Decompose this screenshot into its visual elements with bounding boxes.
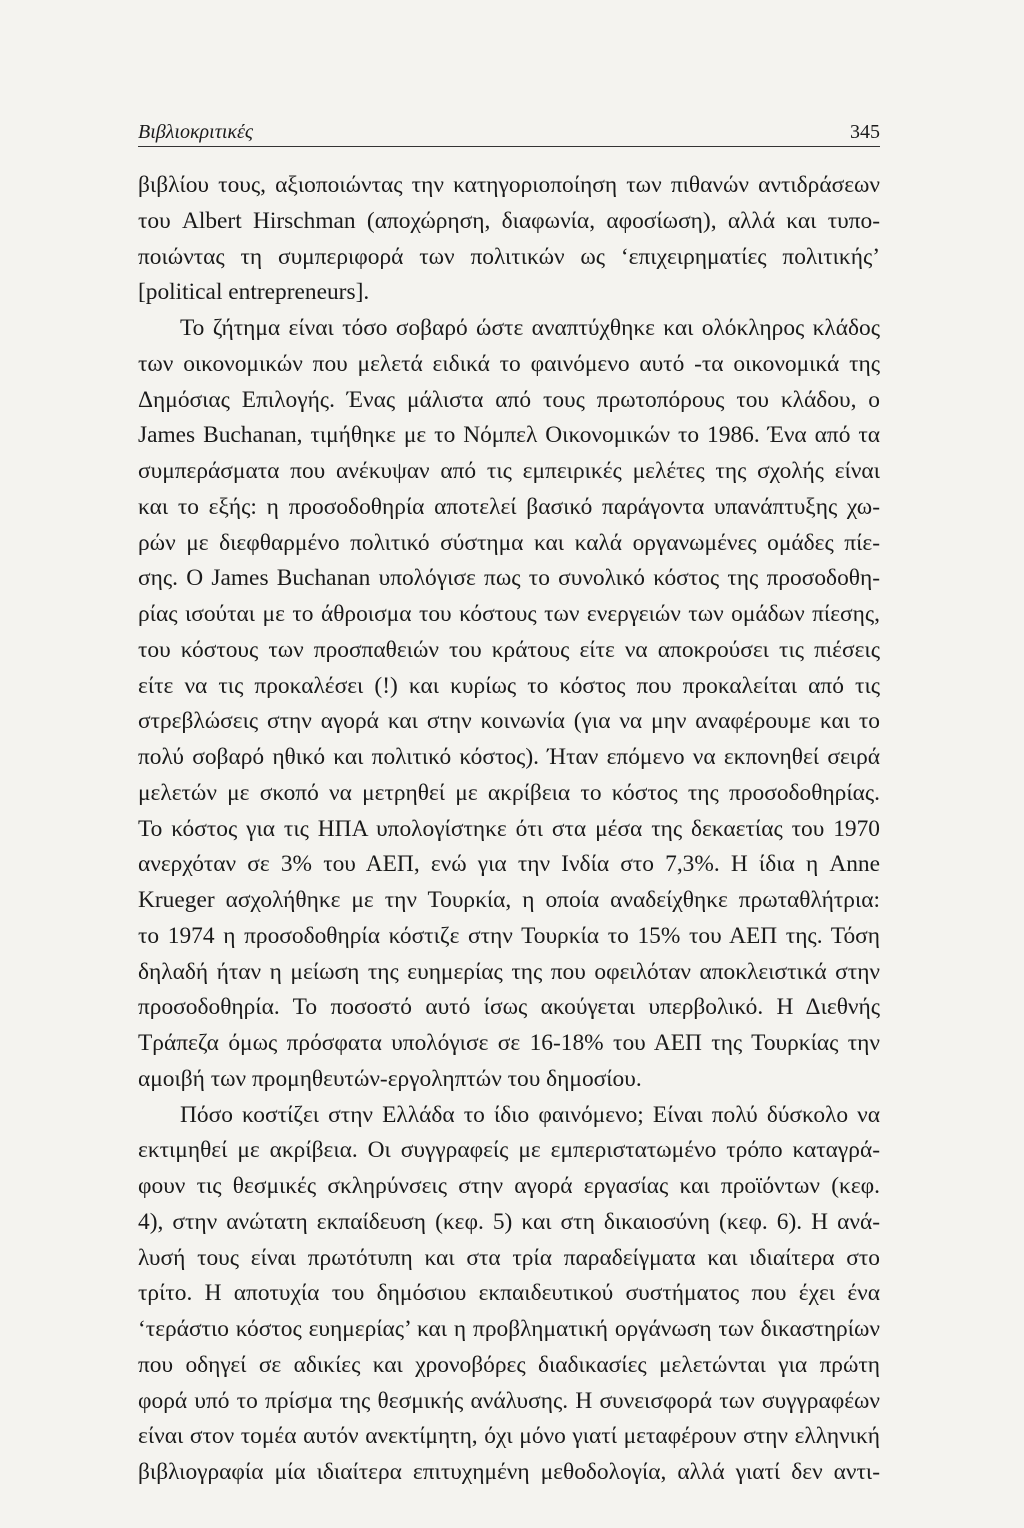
text-line: ποιώντας τη συμπεριφορά των πολιτικών ως ‘επιχειρηματίες πολιτικής’ bbox=[138, 243, 880, 270]
text-line: είναι στον τομέα αυτόν ανεκτίμητη, όχι μόνο γιατί μεταφέρουν στην ελληνική bbox=[138, 1423, 880, 1450]
body-text bbox=[138, 168, 880, 1491]
text-line: συμπεράσματα που ανέκυψαν από τις εμπειρικές μελέτες της σχολής είναι bbox=[138, 458, 880, 484]
text-line: το 1974 η προσοδοθηρία κόστιζε στην Τουρκία το 15% του ΑΕΠ της. Τόση bbox=[138, 922, 880, 949]
text-line: προσοδοθηρία. Το ποσοστό αυτό ίσως ακούγεται υπερβολικό. Η Διεθνής bbox=[138, 994, 880, 1021]
paragraph bbox=[138, 311, 880, 1098]
text-line: Δημόσιας Επιλογής. Ένας μάλιστα από τους πρωτοπόρους του κλάδου, ο bbox=[138, 386, 880, 413]
text-line: ρών με διεφθαρμένο πολιτικό σύστημα και καλά οργανωμένες ομάδες πίε- bbox=[138, 529, 880, 556]
text-line: βιβλιογραφία μία ιδιαίτερα επιτυχημένη μεθοδολογία, αλλά γιατί δεν αντι- bbox=[138, 1459, 880, 1485]
text-line: μελετών με σκοπό να μετρηθεί με ακρίβεια το κόστος της προσοδοθηρίας. bbox=[138, 779, 880, 806]
paragraph bbox=[138, 1098, 880, 1491]
text-line: φουν τις θεσμικές σκληρύνσεις στην αγορά εργασίας και προϊόντων (κεφ. bbox=[138, 1173, 880, 1199]
text-line: του Albert Hirschman (αποχώρηση, διαφωνία, αφοσίωση), αλλά και τυπο- bbox=[138, 207, 880, 234]
text-line: στρεβλώσεις στην αγορά και στην κοινωνία (για να μην αναφέρουμε και το bbox=[138, 708, 880, 735]
text-line: αμοιβή των προμηθευτών-εργοληπτών του δημοσίου. bbox=[138, 1065, 642, 1092]
text-line: ανερχόταν σε 3% του ΑΕΠ, ενώ για την Ινδία στο 7,3%. Η ίδια η Anne bbox=[138, 851, 880, 878]
text-line: φορά υπό το πρίσμα της θεσμικής ανάλυσης. Η συνεισφορά των συγγραφέων bbox=[138, 1387, 880, 1414]
text-line: τρίτο. Η αποτυχία του δημόσιου εκπαιδευτικού συστήματος που έχει ένα bbox=[138, 1280, 880, 1307]
text-line: που οδηγεί σε αδικίες και χρονοβόρες διαδικασίες μελετώνται για πρώτη bbox=[138, 1351, 880, 1378]
running-head bbox=[138, 119, 880, 147]
text-line: λυσή τους είναι πρωτότυπη και στα τρία παραδείγματα και ιδιαίτερα στο bbox=[138, 1244, 880, 1271]
text-line: James Buchanan, τιμήθηκε με το Νόμπελ Οικονομικών το 1986. Ένα από τα bbox=[138, 422, 880, 449]
text-line: ρίας ισούται με το άθροισμα του κόστους των ενεργειών των ομάδων πίεσης, bbox=[138, 601, 880, 627]
text-line: Πόσο κοστίζει στην Ελλάδα το ίδιο φαινόμενο; Είναι πολύ δύσκολο να bbox=[180, 1101, 880, 1128]
text-line: βιβλίου τους, αξιοποιώντας την κατηγοριοποίηση των πιθανών αντιδράσεων bbox=[138, 172, 880, 198]
section-title: Βιβλιοκριτικές bbox=[138, 121, 254, 143]
text-line: του κόστους των προσπαθειών του κράτους είτε να αποκρούσει τις πιέσεις bbox=[138, 636, 880, 663]
text-line: Τράπεζα όμως πρόσφατα υπολόγισε σε 16-18% του ΑΕΠ της Τουρκίας την bbox=[138, 1030, 880, 1056]
page-number: 345 bbox=[850, 121, 880, 143]
text-line: σης. Ο James Buchanan υπολόγισε πως το συνολικό κόστος της προσοδοθη- bbox=[138, 565, 880, 592]
text-line: και το εξής: η προσοδοθηρία αποτελεί βασικό παράγοντα υπανάπτυξης χω- bbox=[138, 493, 880, 520]
text-line: είτε να τις προκαλέσει (!) και κυρίως το κόστος που προκαλείται από τις bbox=[138, 672, 880, 699]
text-line: Krueger ασχολήθηκε με την Τουρκία, η οποία αναδείχθηκε πρωταθλήτρια: bbox=[138, 887, 880, 913]
text-line: πολύ σοβαρό ηθικό και πολιτικό κόστος). Ήταν επόμενο να εκπονηθεί σειρά bbox=[138, 744, 880, 770]
text-line: Το ζήτημα είναι τόσο σοβαρό ώστε αναπτύχθηκε και ολόκληρος κλάδος bbox=[180, 315, 880, 341]
paragraph bbox=[138, 168, 880, 311]
text-line: των οικονομικών που μελετά ειδικά το φαινόμενο αυτό -τα οικονομικά της bbox=[138, 350, 880, 377]
text-line: ‘τεράστιο κόστος ευημερίας’ και η προβληματική οργάνωση των δικαστηρίων bbox=[138, 1316, 880, 1342]
text-line: Το κόστος για τις ΗΠΑ υπολογίστηκε ότι στα μέσα της δεκαετίας του 1970 bbox=[138, 815, 880, 842]
text-line: εκτιμηθεί με ακρίβεια. Οι συγγραφείς με εμπεριστατωμένο τρόπο καταγρά- bbox=[138, 1137, 880, 1164]
text-line: [political entrepreneurs]. bbox=[138, 279, 370, 306]
text-line: 4), στην ανώτατη εκπαίδευση (κεφ. 5) και στη δικαιοσύνη (κεφ. 6). Η ανά- bbox=[138, 1208, 880, 1235]
text-line: δηλαδή ήταν η μείωση της ευημερίας της που οφειλόταν αποκλειστικά στην bbox=[138, 958, 880, 985]
